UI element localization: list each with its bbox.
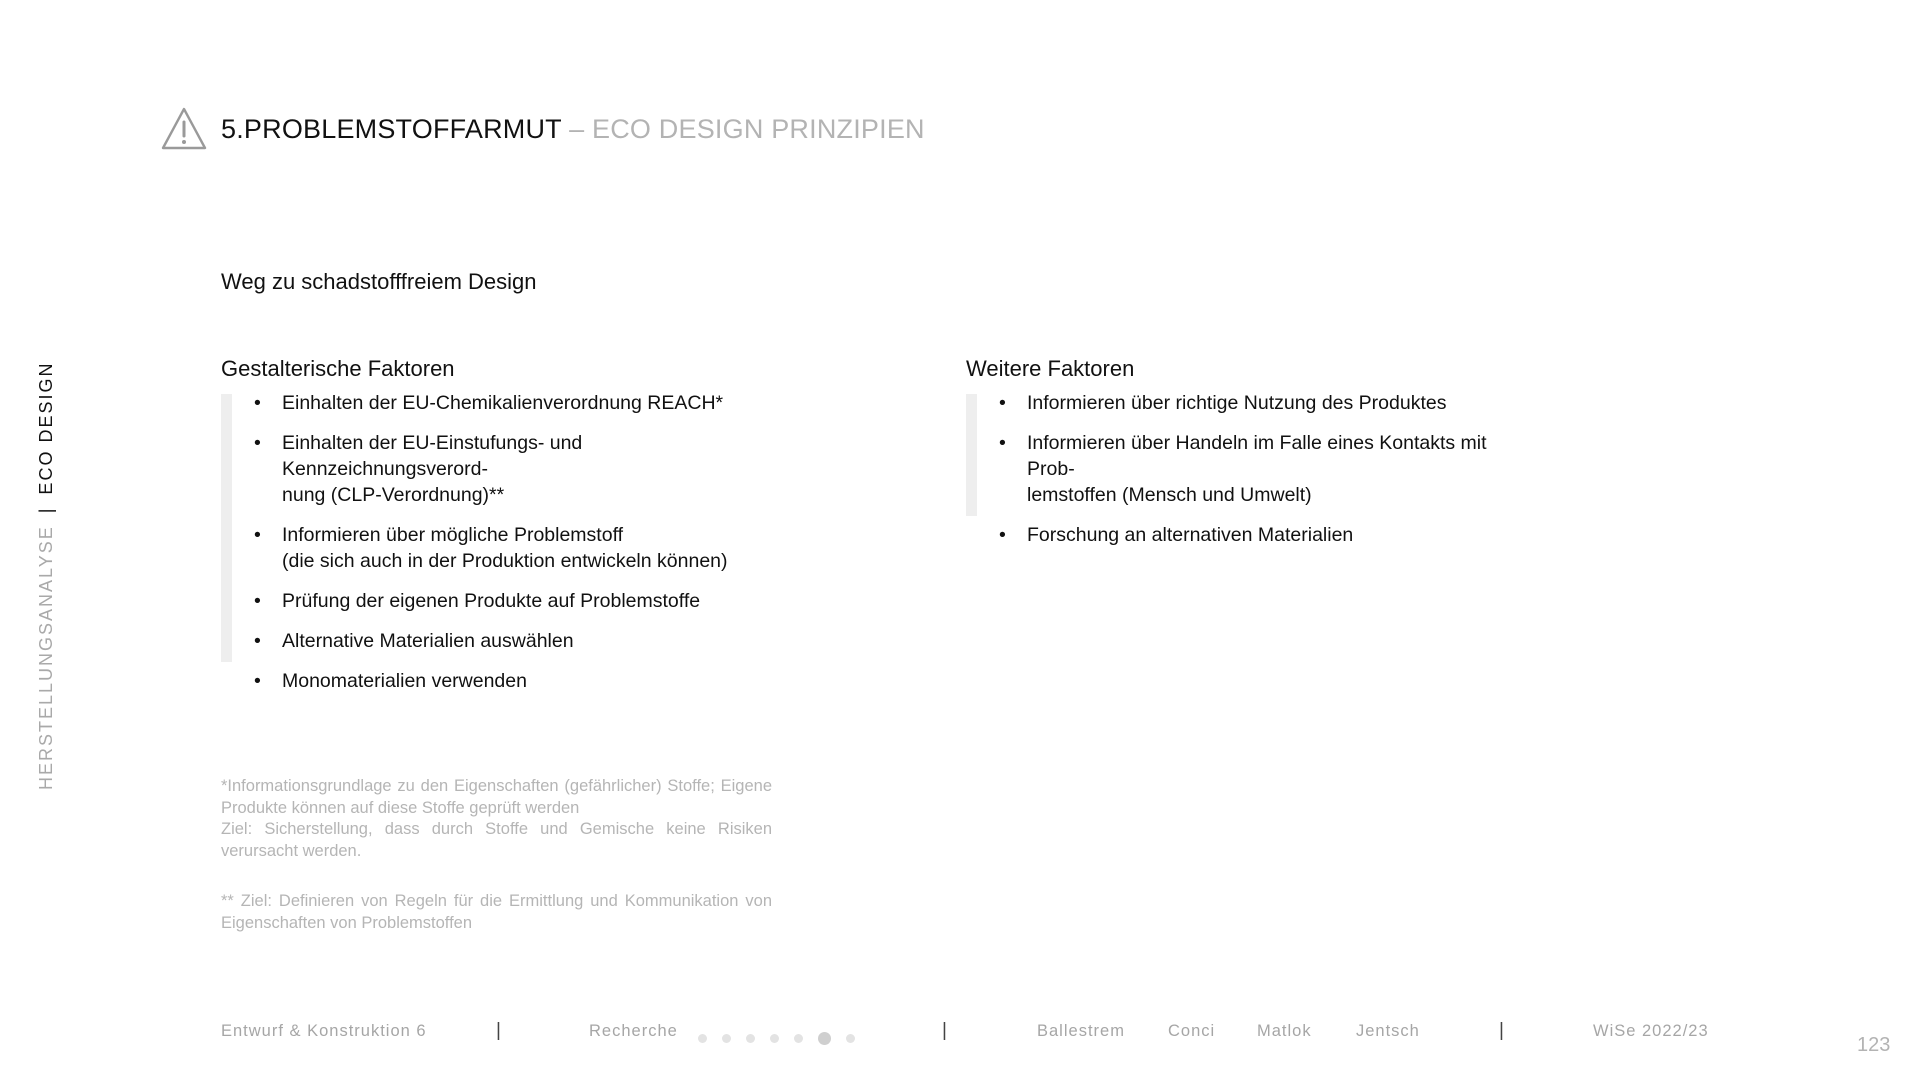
progress-dot	[746, 1034, 755, 1043]
left-factor-list	[221, 390, 781, 708]
side-label-topic: ECO DESIGN	[36, 361, 56, 495]
right-column-title: Weitere Faktoren	[966, 356, 1135, 381]
page-title-sub: – ECO DESIGN PRINZIPIEN	[561, 114, 925, 144]
progress-dot	[794, 1034, 803, 1043]
list-item	[221, 390, 781, 416]
list-item	[966, 522, 1526, 548]
footer-author: Matlok	[1257, 1022, 1312, 1040]
progress-dot	[722, 1034, 731, 1043]
list-item	[966, 430, 1526, 508]
side-section-label	[36, 362, 57, 790]
list-item-text: Prüfung der eigenen Produkte auf Problemstoffe	[282, 590, 701, 612]
footer-course: Entwurf & Konstruktion 6	[221, 1022, 427, 1040]
footer-author: Jentsch	[1356, 1022, 1420, 1040]
list-item	[221, 668, 781, 694]
list-item	[221, 628, 781, 654]
side-label-chapter: HERSTELLUNGSANALYSE	[36, 525, 56, 790]
footer-section: Recherche	[589, 1022, 678, 1040]
right-factor-list	[966, 390, 1526, 562]
section-subtitle: Weg zu schadstofffreiem Design	[221, 269, 537, 294]
list-item-text: Informieren über richtige Nutzung des Produktes	[1027, 392, 1447, 414]
list-item-text: Einhalten der EU-Chemikalienverordnung REACH*	[282, 392, 724, 414]
progress-dot	[770, 1034, 779, 1043]
list-item-text: Forschung an alternativen Materialien	[1027, 524, 1354, 546]
footnote-reach: *Informationsgrundlage zu den Eigenschaften (gefährlicher) Stoffe; Eigene Produkte können auf diese Stoffe geprüft werden Ziel: Sicherstellung, dass durch Stoffe und Gemische keine Risiken verursacht werden.	[221, 777, 772, 860]
list-item-text: Informieren über Handeln im Falle eines Kontakts mit Prob- lemstoffen (Mensch und Umwelt)	[1027, 432, 1487, 506]
progress-dot	[846, 1034, 855, 1043]
list-item	[221, 522, 781, 574]
list-item-text: Alternative Materialien auswählen	[282, 630, 574, 652]
footer-semester: WiSe 2022/23	[1593, 1022, 1709, 1040]
footer-separator: |	[942, 1020, 947, 1041]
list-item-text: Informieren über mögliche Problemstoff (die sich auch in der Produktion entwickeln können)	[282, 524, 728, 572]
page-title	[221, 114, 925, 145]
footer-progress-dots	[698, 1032, 855, 1045]
footer-separator: |	[496, 1020, 501, 1041]
progress-dot	[698, 1034, 707, 1043]
progress-dot-active	[818, 1032, 831, 1045]
side-label-separator: |	[36, 506, 56, 514]
footer-separator: |	[1499, 1020, 1504, 1041]
list-item-text: Einhalten der EU-Einstufungs- und Kennzeichnungsverord- nung (CLP-Verordnung)**	[282, 432, 583, 506]
list-item	[966, 390, 1526, 416]
page-title-main: 5.PROBLEMSTOFFARMUT	[221, 114, 562, 144]
left-column-title: Gestalterische Faktoren	[221, 356, 455, 381]
list-item	[221, 588, 781, 614]
footnote-clp: ** Ziel: Definieren von Regeln für die Ermittlung und Kommunikation von Eigenschaften von Problemstoffen	[221, 892, 772, 932]
warning-triangle-icon	[160, 106, 208, 152]
footer-author: Ballestrem	[1037, 1022, 1125, 1040]
list-item-text: Monomaterialien verwenden	[282, 670, 527, 692]
list-item	[221, 430, 781, 508]
footer-author: Conci	[1168, 1022, 1216, 1040]
page-number: 123	[1857, 1034, 1891, 1056]
